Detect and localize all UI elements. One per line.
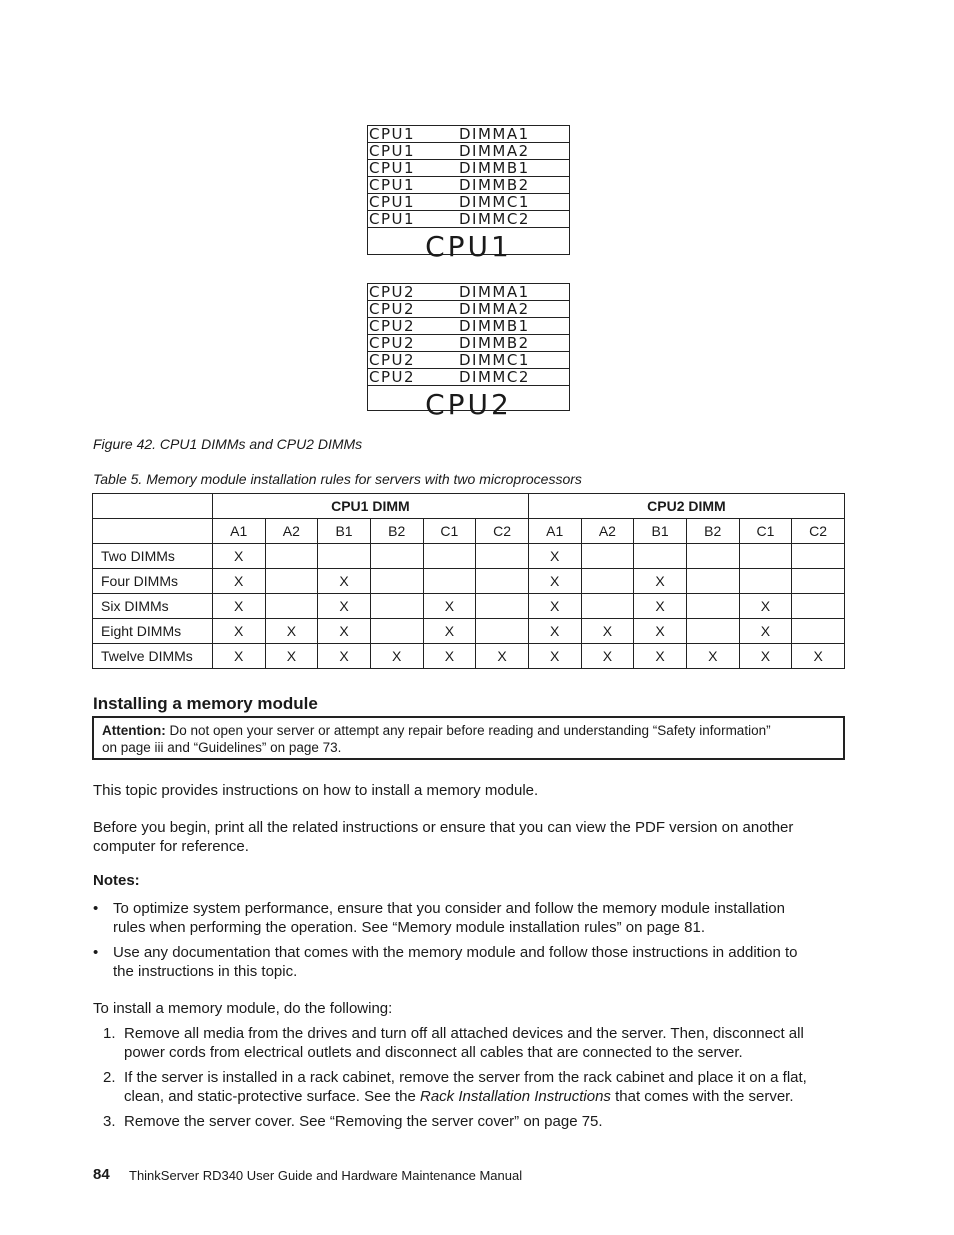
table-column-header: B2 [686,519,739,544]
dimm-slot: CPU2 DIMMA1 [368,284,569,301]
step-number: 1. [103,1025,116,1042]
table-cell [792,569,845,594]
table-cell [370,594,423,619]
table-cell: X [634,619,687,644]
table-row-label: Eight DIMMs [93,619,213,644]
table-cell [739,569,792,594]
cpu2-dimm-diagram [367,283,570,421]
table-row [93,569,845,594]
procedure-step: 1. Remove all media from the drives and turn off all attached devices and the server. Then, disconnect all power cords from electrical outlets and disconnect all cables that are connected to the server. [103,1025,804,1061]
table-row-label: Twelve DIMMs [93,644,213,669]
table-caption: Table 5. Memory module installation rules for servers with two microprocessors [93,471,582,487]
dimm-slot: CPU1 DIMMA1 [368,126,569,143]
table-group-header: CPU1 DIMM [212,494,528,519]
attention-line: on page iii and “Guidelines” on page 73. [102,740,342,755]
note-item: • Use any documentation that comes with the memory module and follow those instructions in addition to the instructions in this topic. [93,944,798,980]
table-row [93,644,845,669]
table-group-header: CPU2 DIMM [528,494,844,519]
table-cell [370,569,423,594]
table-cell: X [423,619,476,644]
section-title: Installing a memory module [93,694,318,713]
table-cell: X [265,644,318,669]
attention-label: Attention: [102,723,166,738]
table-cell: X [212,569,265,594]
table-cell: X [792,644,845,669]
table-cell: X [318,644,371,669]
table-cell: X [476,644,529,669]
table-cell: X [370,644,423,669]
table-cell [581,544,634,569]
attention-line: Attention: Do not open your server or attempt any repair before reading and understanding “Safety information” [102,723,771,738]
table-cell: X [634,569,687,594]
cpu1-label: CPU1 [425,229,512,263]
table-cell [476,594,529,619]
table-cell: X [423,644,476,669]
table-column-header: B1 [634,519,687,544]
notes-title: Notes: [93,872,140,889]
table-cell [370,544,423,569]
table-cell [370,619,423,644]
table-column-header: C1 [739,519,792,544]
footer-title: ThinkServer RD340 User Guide and Hardware Maintenance Manual [129,1168,523,1183]
table-row-label: Six DIMMs [93,594,213,619]
step-number: 3. [103,1113,116,1130]
table-column-header: A2 [265,519,318,544]
cpu2-label: CPU2 [425,387,512,421]
table-row-label: Four DIMMs [93,569,213,594]
intro-paragraph: This topic provides instructions on how to install a memory module. [93,782,539,799]
table-cell: X [528,544,581,569]
table-cell: X [739,644,792,669]
table-cell: X [634,644,687,669]
table-row [93,594,845,619]
table-cell [423,569,476,594]
table-cell [792,544,845,569]
table-cell [792,594,845,619]
attention-notice [92,716,845,760]
table-row [93,619,845,644]
table-cell: X [581,619,634,644]
table-body [93,544,845,669]
table-column-header: C2 [476,519,529,544]
page-number: 84 [93,1166,110,1183]
dimm-slot: CPU2 DIMMB2 [368,335,569,352]
dimm-slot: CPU2 DIMMC2 [368,369,569,386]
table-cell: X [739,619,792,644]
table-row [93,544,845,569]
table-cell [792,619,845,644]
table-cell: X [581,644,634,669]
table-column-header: A1 [528,519,581,544]
table-cell: X [528,644,581,669]
table-cell: X [423,594,476,619]
cpu1-dimm-diagram [367,125,570,263]
table-column-header: C1 [423,519,476,544]
procedure-intro: To install a memory module, do the following: [93,1000,393,1017]
table-cell [634,544,687,569]
step-number: 2. [103,1069,116,1086]
dimm-slot: CPU2 DIMMC1 [368,352,569,369]
table-cell: X [686,644,739,669]
table-cell: X [528,594,581,619]
table-cell: X [318,619,371,644]
table-cell [476,544,529,569]
table-cell [265,569,318,594]
table-cell [265,544,318,569]
table-corner-cell [93,494,213,519]
procedure-step: 2. If the server is installed in a rack cabinet, remove the server from the rack cabinet and place it on a flat, clean, and static-protective surface. See the Rack Installation Instructions that comes with the server. [103,1069,807,1105]
table-cell [423,544,476,569]
table-cell: X [528,619,581,644]
table-cell: X [739,594,792,619]
table-cell [686,544,739,569]
bullet-icon: • [93,944,99,961]
table-column-header: C2 [792,519,845,544]
table-corner-cell [93,519,213,544]
table-cell [686,569,739,594]
figure-caption: Figure 42. CPU1 DIMMs and CPU2 DIMMs [93,436,363,452]
table-column-header: B2 [370,519,423,544]
table-cell: X [265,619,318,644]
memory-rules-table [92,493,845,669]
table-cell [686,594,739,619]
table-cell: X [212,544,265,569]
table-cell [686,619,739,644]
dimm-slot: CPU1 DIMMC2 [368,211,569,228]
table-cell [265,594,318,619]
table-cell: X [212,594,265,619]
table-column-header-row [93,519,845,544]
dimm-slot: CPU1 DIMMA2 [368,143,569,160]
note-item: • To optimize system performance, ensure that you consider and follow the memory module installation rules when performing the operation. See “Memory module installation rules” on page 81. [93,900,785,936]
table-cell [318,544,371,569]
dimm-slot: CPU2 DIMMA2 [368,301,569,318]
table-cell: X [318,594,371,619]
table-cell [476,569,529,594]
table-group-header-row [93,494,845,519]
dimm-slot: CPU1 DIMMC1 [368,194,569,211]
procedure-step: 3. Remove the server cover. See “Removing the server cover” on page 75. [103,1113,603,1130]
table-cell [581,594,634,619]
table-cell [581,569,634,594]
dimm-slot: CPU1 DIMMB1 [368,160,569,177]
table-cell: X [318,569,371,594]
table-cell: X [212,619,265,644]
dimm-slot: CPU2 DIMMB1 [368,318,569,335]
before-you-begin-paragraph: Before you begin, print all the related instructions or ensure that you can view the PDF version on another computer for reference. [93,819,794,855]
table-cell [739,544,792,569]
table-column-header: B1 [318,519,371,544]
bullet-icon: • [93,900,99,917]
table-row-label: Two DIMMs [93,544,213,569]
table-cell: X [528,569,581,594]
table-cell: X [634,594,687,619]
dimm-slot: CPU1 DIMMB2 [368,177,569,194]
table-column-header: A2 [581,519,634,544]
table-cell [476,619,529,644]
table-column-header: A1 [212,519,265,544]
book-title: Rack Installation Instructions [420,1088,611,1105]
table-cell: X [212,644,265,669]
